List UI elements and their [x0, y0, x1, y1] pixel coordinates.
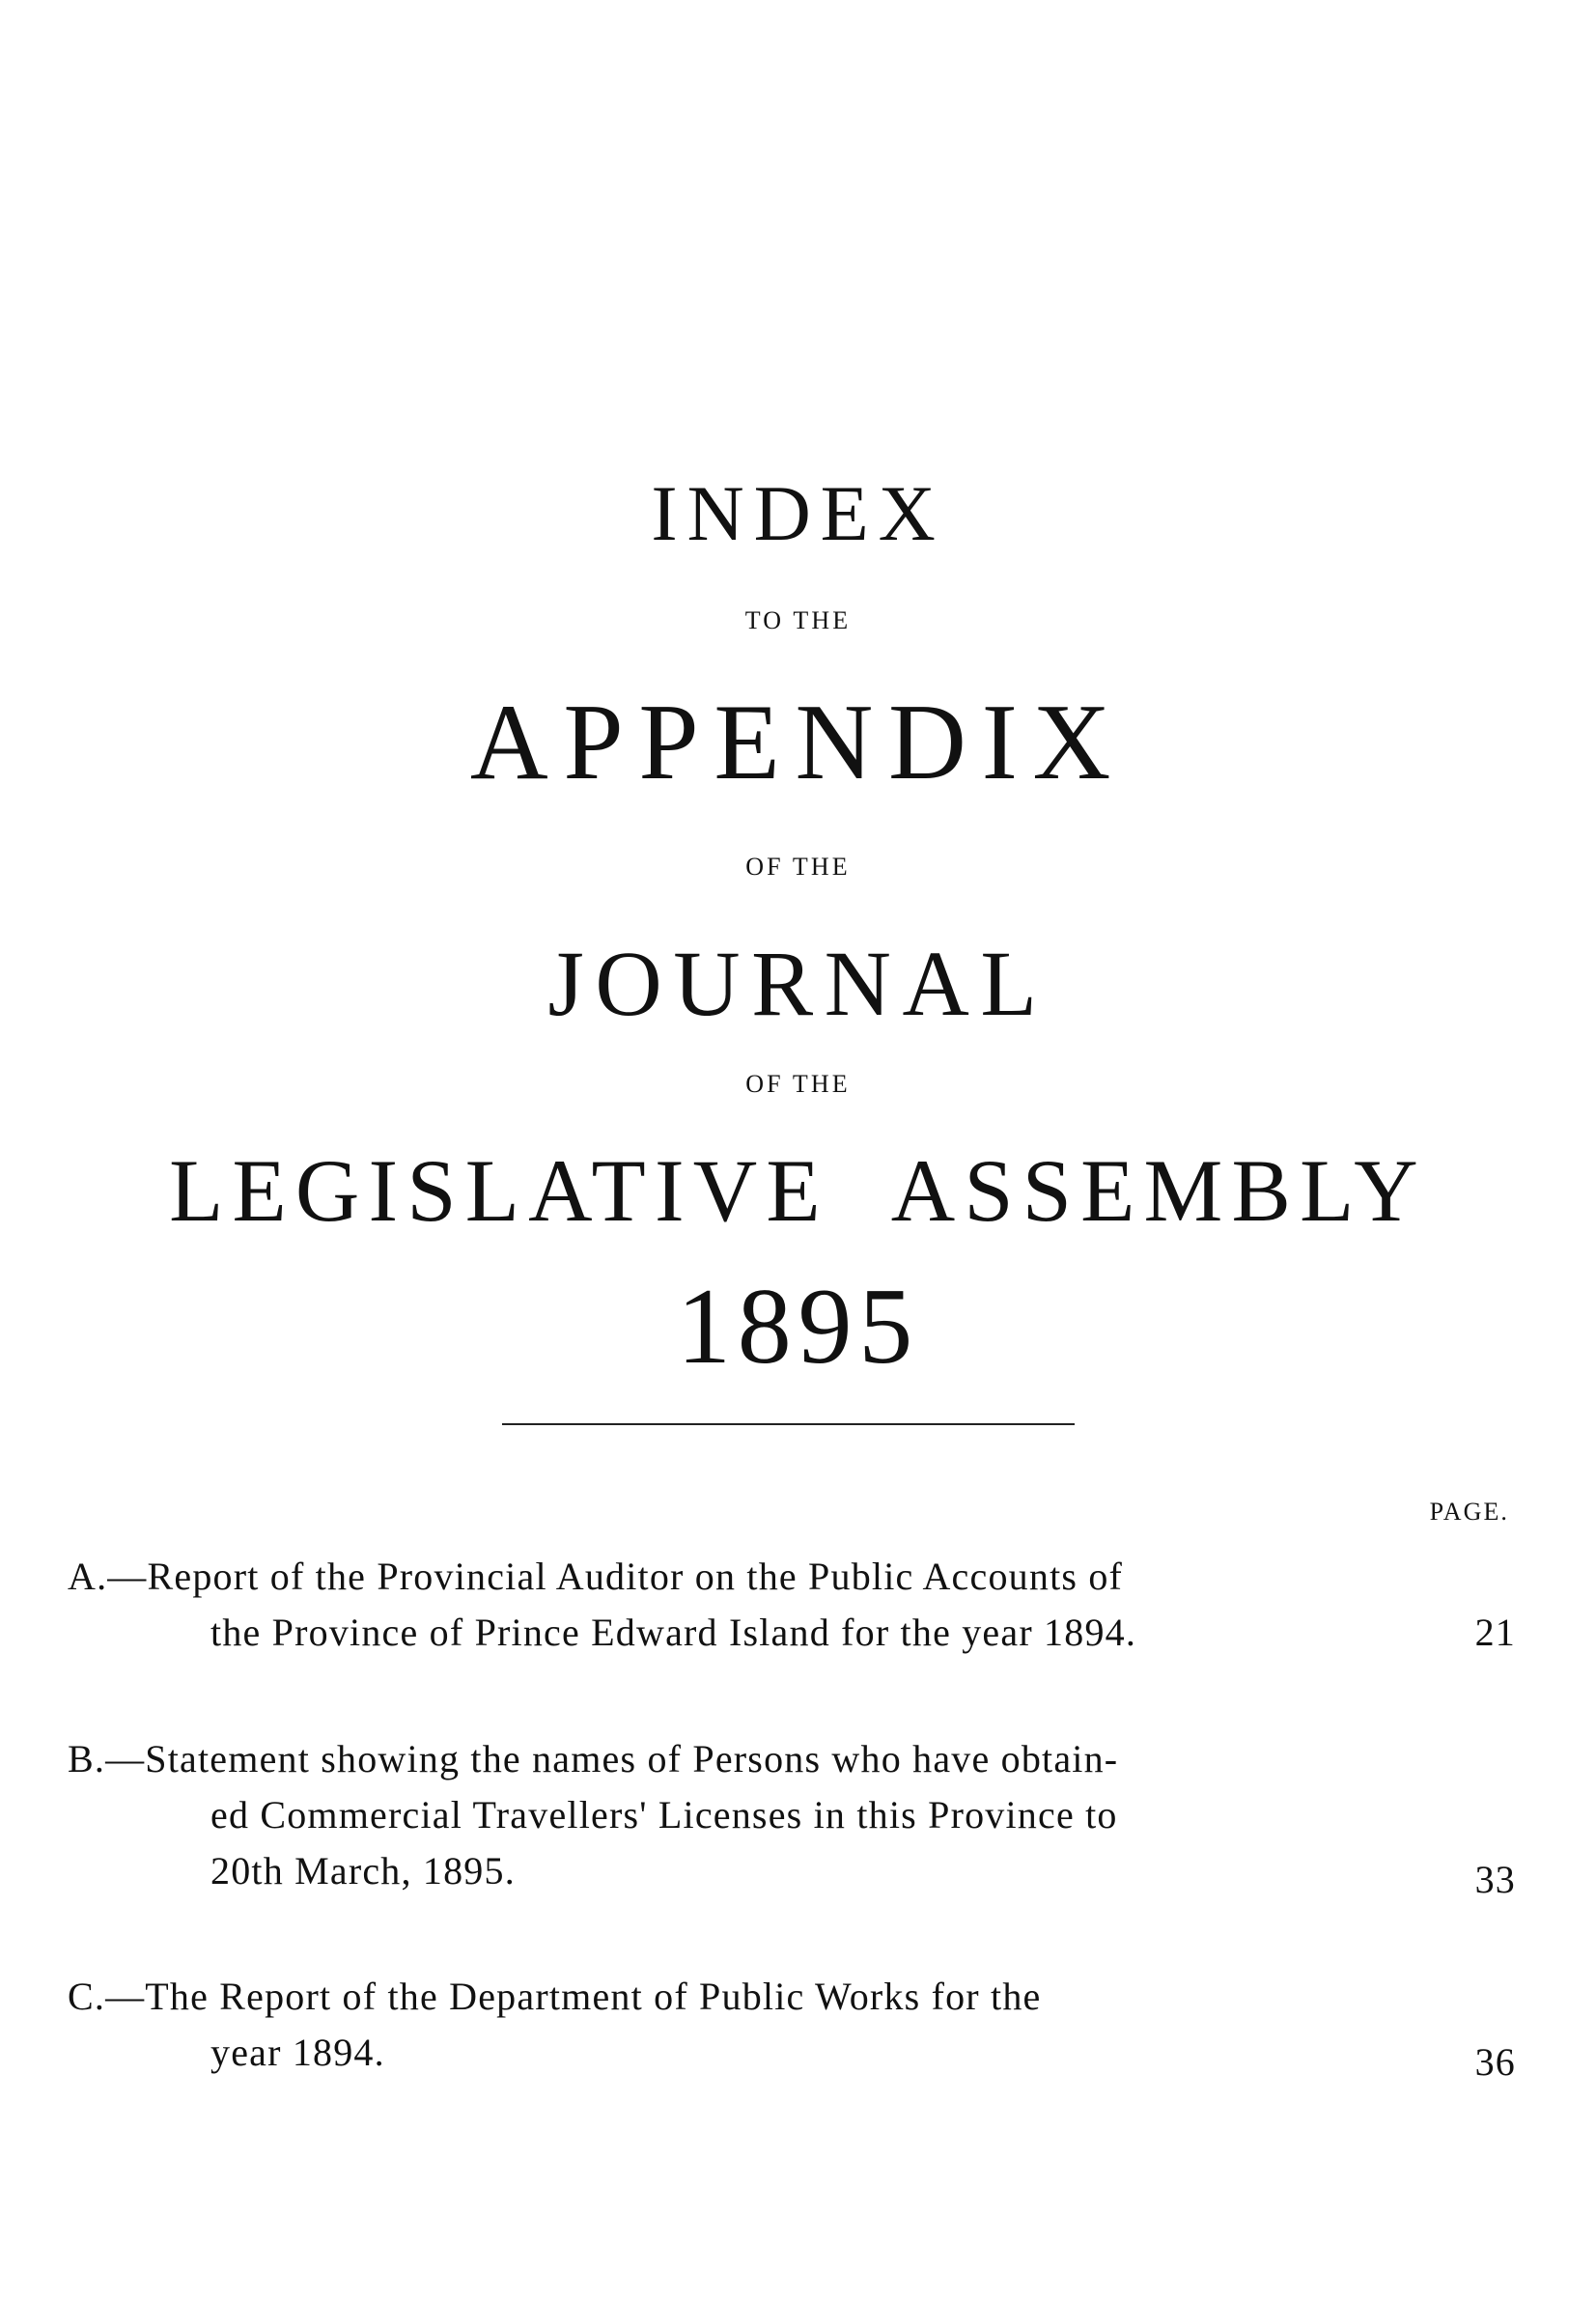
divider-rule [502, 1423, 1075, 1425]
entry-a-line-2: the Province of Prince Edward Island for the year 1894. [210, 1611, 1137, 1654]
legislative-assembly-heading: LEGISLATIVE ASSEMBLY [169, 1141, 1427, 1240]
index-entry-a [68, 1549, 1516, 1661]
journal-heading: JOURNAL [547, 932, 1049, 1035]
of-the-caption-1: OF THE [745, 853, 851, 881]
entry-b-line-3: 20th March, 1895. [210, 1849, 516, 1892]
entry-b-page-number: 33 [1474, 1858, 1516, 1901]
entry-b-line-1: B.—Statement showing the names of Persons who have obtain- [68, 1737, 1119, 1780]
entry-c-line-2: year 1894. [210, 2031, 385, 2074]
entry-b-line-2: ed Commercial Travellers' Licenses in this Province to [210, 1793, 1118, 1836]
entry-a-page-number: 21 [1474, 1611, 1516, 1654]
appendix-heading: APPENDIX [469, 683, 1127, 802]
year-heading: 1895 [677, 1267, 919, 1387]
index-heading: INDEX [651, 469, 945, 557]
index-entry-b [68, 1731, 1516, 1899]
of-the-caption-2: OF THE [745, 1070, 851, 1098]
entry-c-page-number: 36 [1474, 2040, 1516, 2084]
index-entry-c [68, 1969, 1516, 2084]
page-column-header: PAGE. [1429, 1498, 1509, 1526]
entry-a-line-1: A.—Report of the Provincial Auditor on the Public Accounts of [68, 1555, 1124, 1598]
to-the-caption: TO THE [744, 606, 852, 634]
entry-c-line-1: C.—The Report of the Department of Public Works for the [68, 1975, 1042, 2018]
